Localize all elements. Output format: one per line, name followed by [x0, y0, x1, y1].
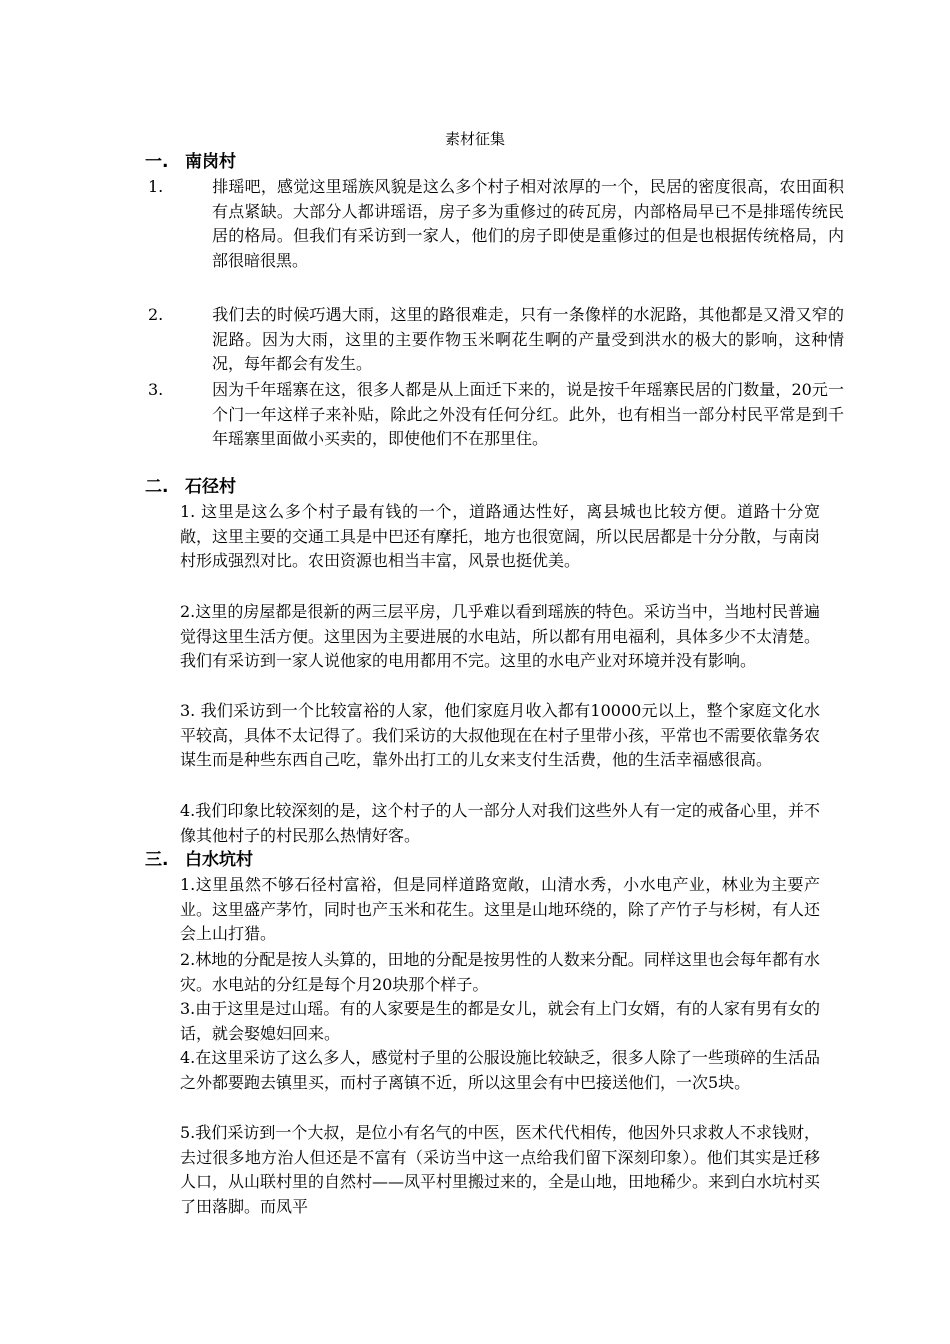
list-item — [148, 175, 844, 273]
section-number: 二. — [145, 477, 169, 497]
document-title: 素材征集 — [444, 130, 505, 148]
paragraph: 1. 这里是这么多个村子最有钱的一个，道路通达性好，离县城也比较方便。道路十分宽敞，这里主要的交通工具是中巴还有摩托，地方也很宽阔，所以民居都是十分分散，与南岗村形成强烈对比。农田资源也相当丰富，风景也挺优美。 — [180, 502, 821, 570]
paragraph: 3. 我们采访到一个比较富裕的人家，他们家庭月收入都有10000元以上，整个家庭文化水平较高，具体不太记得了。我们采访的大叔他现在在村子里带小孩，平常也不需要依靠务农谋生而是种些东西自己吃，靠外出打工的儿女来支付生活费，他的生活幸福感很高。 — [180, 701, 821, 769]
list-item — [148, 378, 844, 452]
item-text: 因为千年瑶寨在这，很多人都是从上面迁下来的，说是按千年瑶寨民居的门数量，20元一个门一年这样子来补贴，除此之外没有任何分红。此外，也有相当一部分村民平常是到千年瑶寨里面做小买卖的，即使他们不在那里住。 — [212, 380, 844, 448]
paragraph: 2.这里的房屋都是很新的两三层平房，几乎难以看到瑶族的特色。采访当中，当地村民普遍觉得这里生活方便。这里因为主要进展的水电站，所以都有用电福利，具体多少不太清楚。我们有采访到一家人说他家的电用都用不完。这里的水电产业对环境并没有影响。 — [180, 602, 821, 670]
paragraph: 5.我们采访到一个大叔，是位小有名气的中医，医术代代相传，他因外只求救人不求钱财，去过很多地方治人但还是不富有（采访当中这一点给我们留下深刻印象）。他们其实是迁移人口，从山联村里的自然村——凤平村里搬过来的，全是山地，田地稀少。来到白水坑村买了田落脚。而凤平 — [180, 1123, 821, 1216]
item-number: 1. — [148, 177, 164, 196]
section-title: 石径村 — [185, 477, 236, 497]
section-number: 三. — [145, 850, 169, 870]
section-title: 南岗村 — [185, 152, 236, 172]
paragraph: 1.这里虽然不够石径村富裕，但是同样道路宽敞，山清水秀，小水电产业，林业为主要产业。这里盛产茅竹，同时也产玉米和花生。这里是山地环绕的，除了产竹子与杉树，有人还会上山打猎。 — [180, 875, 821, 943]
list-item — [148, 303, 844, 377]
paragraph: 4.我们印象比较深刻的是，这个村子的人一部分人对我们这些外人有一定的戒备心里，并不像其他村子的村民那么热情好客。 — [180, 801, 820, 845]
paragraph: 2.林地的分配是按人头算的，田地的分配是按男性的人数来分配。同样这里也会每年都有水灾。水电站的分红是每个月20块那个样子。 — [180, 950, 820, 994]
item-number: 3. — [148, 380, 164, 399]
section-heading — [145, 150, 236, 174]
item-number: 2. — [148, 305, 164, 324]
section-number: 一. — [145, 152, 169, 172]
item-text: 我们去的时候巧遇大雨，这里的路很难走，只有一条像样的水泥路，其他都是又滑又窄的泥路。因为大雨，这里的主要作物玉米啊花生啊的产量受到洪水的极大的影响，这种情况，每年都会有发生。 — [212, 305, 844, 373]
paragraph: 4.在这里采访了这么多人，感觉村子里的公服设施比较缺乏，很多人除了一些琐碎的生活品之外都要跑去镇里买，而村子离镇不近，所以这里会有中巴接送他们，一次5块。 — [180, 1048, 820, 1092]
section-title: 白水坑村 — [185, 850, 253, 870]
section-heading — [145, 848, 253, 872]
paragraph: 3.由于这里是过山瑶。有的人家要是生的都是女儿，就会有上门女婿，有的人家有男有女的话，就会娶媳妇回来。 — [180, 999, 820, 1043]
item-text: 排瑶吧，感觉这里瑶族风貌是这么多个村子相对浓厚的一个，民居的密度很高，农田面积有点紧缺。大部分人都讲瑶语，房子多为重修过的砖瓦房，内部格局早已不是排瑶传统民居的格局。但我们有采访到一家人，他们的房子即使是重修过的但是也根据传统格局，内部很暗很黑。 — [212, 177, 844, 270]
section-heading — [145, 475, 236, 499]
